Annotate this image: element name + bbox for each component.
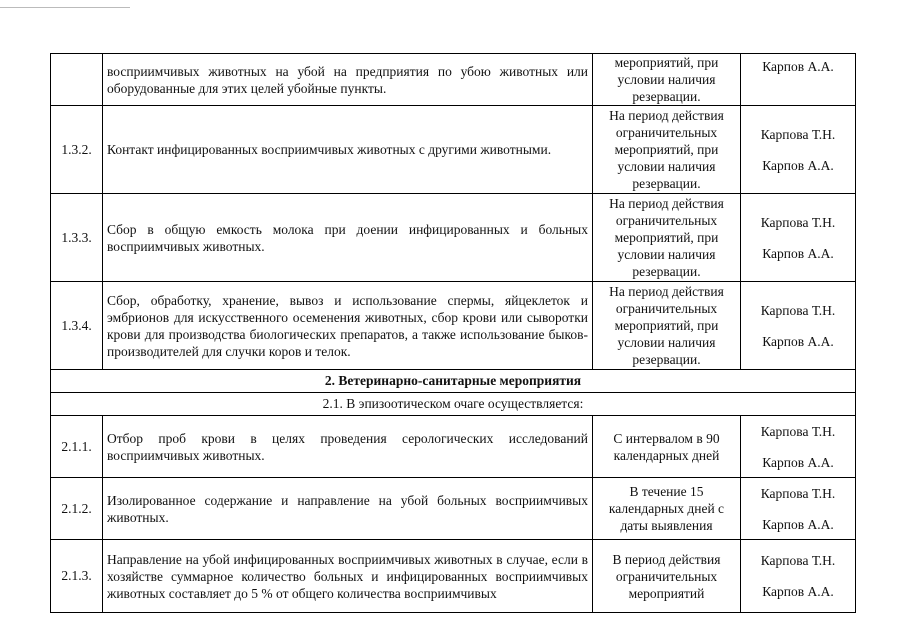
responsible-cell: [741, 194, 856, 282]
responsible-name: Карпов А.А.: [762, 333, 834, 349]
row-number: 1.3.3.: [51, 194, 103, 282]
measure-text: Отбор проб крови в целях проведения серологических исследований восприимчивых животных.: [103, 416, 593, 478]
measure-period: мероприятий, при условии наличия резервации.: [593, 54, 741, 106]
measure-period: На период действия ограничительных мероприятий, при условии наличия резервации.: [593, 194, 741, 282]
measure-text: Направление на убой инфицированных восприимчивых животных в случае, если в хозяйстве суммарное количество больных и инфицированных восприимчивых животных составляет до 5 % от общего количества восприимчивых: [103, 540, 593, 613]
responsible-name: Карпов А.А.: [762, 584, 834, 599]
row-number: 2.1.3.: [51, 540, 103, 613]
table-row: [51, 54, 856, 106]
responsible-name: Карпова Т.Н.: [760, 485, 836, 501]
row-number: [51, 54, 103, 106]
section-header-row: [51, 370, 856, 393]
measures-table: [50, 53, 856, 613]
responsible-cell: [741, 540, 856, 613]
responsible-name: Карпов А.А.: [762, 454, 834, 470]
measure-text: Сбор в общую емкость молока при доении инфицированных и больных восприимчивых животных.: [103, 194, 593, 282]
measure-period: С интервалом в 90 календарных дней: [593, 416, 741, 478]
table-row: [51, 282, 856, 370]
responsible-name: Карпова Т.Н.: [760, 553, 836, 568]
responsible-name: Карпов А.А.: [762, 157, 834, 173]
responsible-name: Карпова Т.Н.: [760, 423, 836, 439]
row-number: 1.3.2.: [51, 106, 103, 194]
responsible-name: Карпова Т.Н.: [760, 214, 836, 230]
subsection-header-row: [51, 393, 856, 416]
responsible-cell: [741, 478, 856, 540]
measure-period: На период действия ограничительных мероприятий, при условии наличия резервации.: [593, 106, 741, 194]
measure-text: Сбор, обработку, хранение, вывоз и использование спермы, яйцеклеток и эмбрионов для искусственного осеменения животных, сбор крови или сыворотки крови для производства биологических препаратов, а также использование быков-производителей для случки коров и телок.: [103, 282, 593, 370]
measure-text: Контакт инфицированных восприимчивых животных с другими животными.: [103, 106, 593, 194]
page-edge-mark: [0, 7, 130, 8]
responsible-name: Карпов А.А.: [762, 59, 834, 74]
measure-period: В течение 15 календарных дней с даты выявления: [593, 478, 741, 540]
measure-period: На период действия ограничительных мероприятий, при условии наличия резервации.: [593, 282, 741, 370]
responsible-name: Карпов А.А.: [762, 245, 834, 261]
measure-period: В период действия ограничительных мероприятий: [593, 540, 741, 613]
table-row: [51, 194, 856, 282]
responsible-name: Карпова Т.Н.: [760, 126, 836, 142]
measure-text: восприимчивых животных на убой на предприятия по убою животных или оборудованные для этих целей убойные пункты.: [103, 54, 593, 106]
responsible-cell: [741, 106, 856, 194]
table-row: [51, 478, 856, 540]
responsible-cell: [741, 54, 856, 106]
row-number: 2.1.1.: [51, 416, 103, 478]
responsible-cell: [741, 416, 856, 478]
row-number: 2.1.2.: [51, 478, 103, 540]
table-row: [51, 540, 856, 613]
responsible-name: Карпова Т.Н.: [760, 302, 836, 318]
section-title: 2. Ветеринарно-санитарные мероприятия: [51, 370, 856, 393]
row-number: 1.3.4.: [51, 282, 103, 370]
measure-text: Изолированное содержание и направление на убой больных восприимчивых животных.: [103, 478, 593, 540]
table-row: [51, 416, 856, 478]
subsection-title: 2.1. В эпизоотическом очаге осуществляется:: [51, 393, 856, 416]
responsible-name: Карпов А.А.: [762, 516, 834, 532]
table-row: [51, 106, 856, 194]
responsible-cell: [741, 282, 856, 370]
